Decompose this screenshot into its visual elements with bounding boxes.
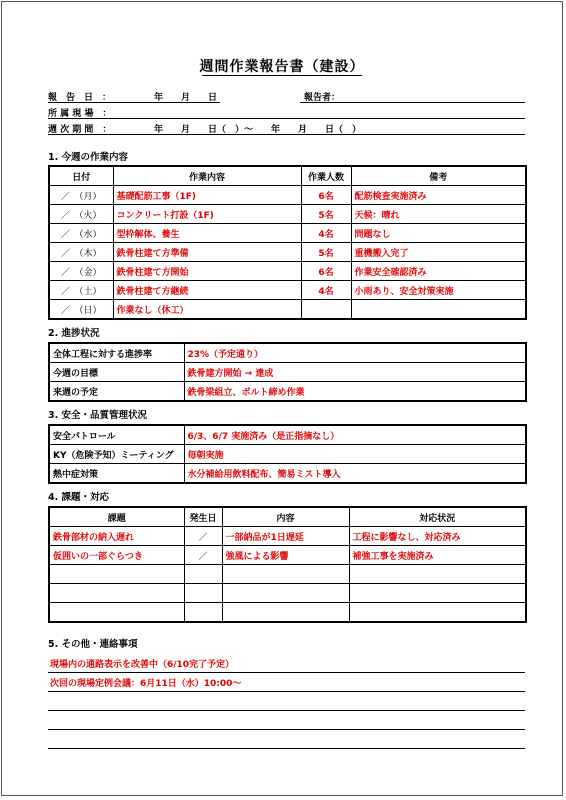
table-row [49,262,526,281]
note-line: 現場内の通路表示を改善中（6/10完了予定） [48,655,525,673]
note-line [48,712,525,730]
table-row [49,363,526,382]
row-label: KY（危険予知）ミーティング [49,445,184,464]
table-row [49,445,526,464]
row-issue [49,584,184,603]
section1-title: 1. 今週の作業内容 [48,152,129,163]
row-date: ／ [184,527,222,546]
row-note: 配筋検査実施済み [351,186,526,205]
col-header-note: 備考 [351,166,526,186]
period-line [48,134,525,135]
section3-title: 3. 安全・品質管理状況 [48,410,148,421]
row-date [184,584,222,603]
note-line [48,693,525,711]
col-header-work: 作業内容 [113,166,301,186]
row-people: 4名 [301,224,351,243]
reporter-label: 報告者： [304,93,341,103]
row-work: コンクリート打設（1F) [113,205,301,224]
row-work: 型枠解体、養生 [113,224,301,243]
row-status: 補強工事を実施済み [349,546,526,565]
table-header-row [49,507,526,527]
site-line [48,118,525,119]
row-date: ／ （木） [49,243,113,262]
title-underline [202,75,362,76]
row-date [184,603,222,623]
row-people: 6名 [301,262,351,281]
row-date: ／ （土） [49,281,113,300]
row-value: 鉄骨建方開始 → 達成 [184,363,526,382]
weekly-work-table [48,165,527,320]
table-row [49,382,526,402]
col-header-issue: 課題 [49,507,184,527]
row-value: 水分補給用飲料配布、簡易ミスト導入 [184,464,526,484]
table-row [49,281,526,300]
row-date: ／ （金） [49,262,113,281]
report-page [1,1,563,796]
row-people: 4名 [301,281,351,300]
table-row [49,603,526,623]
table-row [49,584,526,603]
table-row [49,205,526,224]
section4-title: 4. 課題・対応 [48,492,110,503]
row-value: 毎朝実施 [184,445,526,464]
row-date: ／ （火） [49,205,113,224]
row-note: 作業安全確認済み [351,262,526,281]
period-label: 週 次 期 間 ： [48,125,112,135]
reporter-line [300,102,525,103]
row-people: 6名 [301,186,351,205]
row-date: ／ [184,546,222,565]
row-content: 一部納品が1日遅延 [222,527,349,546]
row-status [349,565,526,584]
row-content [222,603,349,623]
table-row [49,464,526,484]
report-date-value: 年 月 日 [154,93,218,103]
site-label: 所 属 現 場 ： [48,109,112,119]
table-row [49,546,526,565]
table-row [49,300,526,320]
row-note: 小雨あり、安全対策実施 [351,281,526,300]
row-date: ／ （水） [49,224,113,243]
row-note: 重機搬入完了 [351,243,526,262]
row-issue [49,603,184,623]
row-label: 来週の予定 [49,382,184,402]
row-issue: 仮囲いの一部ぐらつき [49,546,184,565]
report-date-line [48,102,220,103]
row-content: 強風による影響 [222,546,349,565]
row-people [301,300,351,320]
safety-table [48,424,527,484]
col-header-content: 内容 [222,507,349,527]
section5-title: 5. その他・連絡事項 [48,639,138,650]
report-date-label: 報 告 日 ： [48,93,112,103]
row-date [184,565,222,584]
col-header-date: 発生日 [184,507,222,527]
progress-table [48,342,527,402]
row-work: 作業なし（休工） [113,300,301,320]
table-row [49,343,526,363]
row-people: 5名 [301,205,351,224]
row-issue: 鉄骨部材の納入遅れ [49,527,184,546]
row-work: 基礎配筋工事（1F) [113,186,301,205]
page-title: 週間作業報告書（建設） [199,59,365,75]
row-work: 鉄骨柱建て方準備 [113,243,301,262]
row-note: 問題なし [351,224,526,243]
period-value: 年 月 日（ ）～ 年 月 日（ ） [154,125,362,135]
row-status [349,603,526,623]
row-date: ／ （月） [49,186,113,205]
row-label: 安全パトロール [49,425,184,445]
note-line: 次回の現場定例会議：6月11日（水）10:00～ [48,674,525,692]
row-status: 工程に影響なし、対応済み [349,527,526,546]
row-note [351,300,526,320]
table-row [49,425,526,445]
row-content [222,584,349,603]
issues-table [48,506,527,623]
row-label: 今週の目標 [49,363,184,382]
row-label: 全体工程に対する進捗率 [49,343,184,363]
row-status [349,584,526,603]
col-header-date: 日付 [49,166,113,186]
row-value: 6/3、6/7 実施済み（是正指摘なし） [184,425,526,445]
table-row [49,224,526,243]
row-people: 5名 [301,243,351,262]
row-value: 23%（予定通り） [184,343,526,363]
row-note: 天候：晴れ [351,205,526,224]
row-work: 鉄骨柱建て方継続 [113,281,301,300]
row-work: 鉄骨柱建て方開始 [113,262,301,281]
col-header-people: 作業人数 [301,166,351,186]
note-line [48,731,525,749]
col-header-status: 対応状況 [349,507,526,527]
table-row [49,243,526,262]
row-content [222,565,349,584]
table-row [49,186,526,205]
table-row [49,527,526,546]
row-issue [49,565,184,584]
table-row [49,565,526,584]
row-value: 鉄骨梁組立、ボルト締め作業 [184,382,526,402]
section2-title: 2. 進捗状況 [48,328,100,339]
row-label: 熱中症対策 [49,464,184,484]
table-header-row [49,166,526,186]
row-date: ／ （日） [49,300,113,320]
